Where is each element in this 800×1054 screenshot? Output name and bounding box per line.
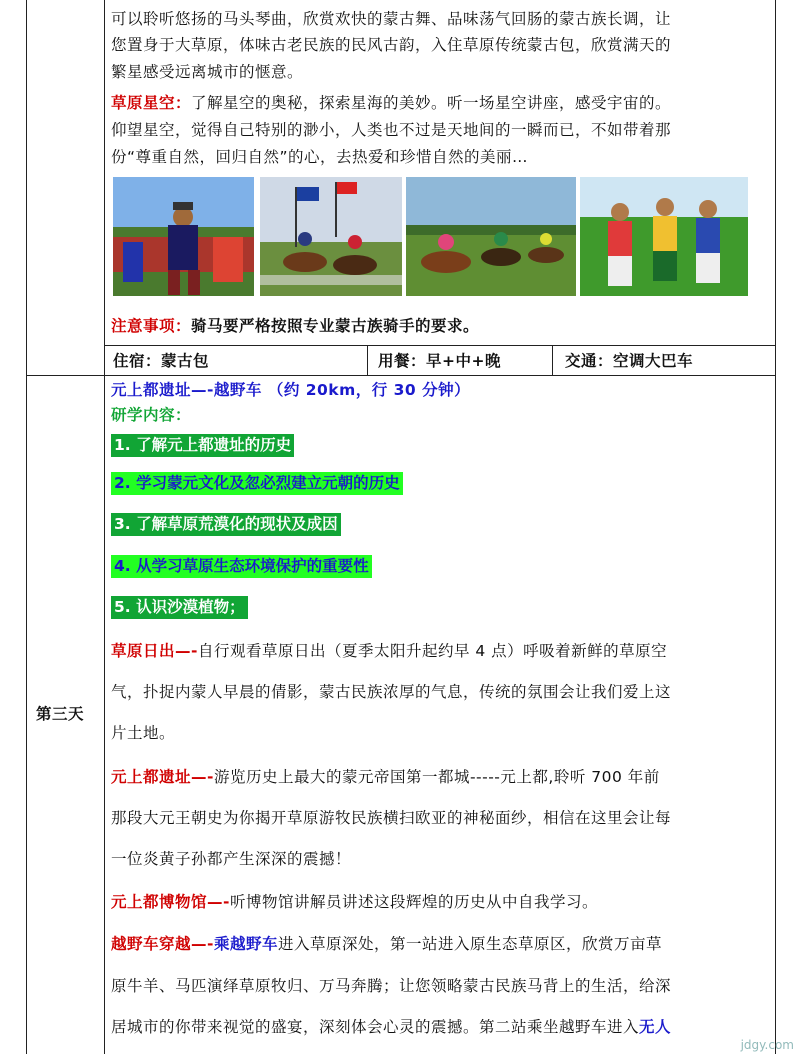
study-item: 3. 了解草原荒漠化的现状及成因 (111, 513, 341, 536)
study-item: 2. 学习蒙元文化及忽必烈建立元朝的历史 (111, 472, 403, 495)
horse-racing-grassland-photo (406, 177, 576, 296)
transport-cell: 交通：空调大巴车 (565, 352, 694, 370)
study-item: 4. 从学习草原生态环境保护的重要性 (111, 555, 372, 578)
table-border-mid (104, 0, 105, 1054)
mongolian-dancer-photo (113, 177, 254, 296)
offroad-title2: 乘越野车 (213, 935, 278, 953)
sunrise-title: 草原日出—- (111, 642, 198, 660)
table-border-right (775, 0, 776, 1054)
day2-para1-line1: 可以聆听悠扬的马头琴曲，欣赏欢快的蒙古舞、品味荡气回肠的蒙古族长调，让 (111, 10, 672, 28)
notice-text: 骑马要严格按照专业蒙古族骑手的要求。 (191, 317, 480, 335)
museum-text: 听博物馆讲解员讲述这段辉煌的历史从中自我学习。 (229, 893, 598, 911)
day2-para1-line3: 繁星感受远离城市的惬意。 (111, 63, 304, 81)
day-label: 第三天 (36, 705, 85, 723)
cell-divider (552, 345, 553, 375)
study-label: 研学内容： (111, 406, 192, 424)
site-line2: 那段大元王朝史为你揭开草原游牧民族横扫欧亚的神秘面纱，相信在这里会让每 (111, 809, 672, 827)
children-wrestling-photo (580, 177, 748, 296)
cell-divider (367, 345, 368, 375)
museum-line (111, 890, 598, 915)
offroad-line2: 原牛羊、马匹演绎草原牧归、万马奔腾；让您领略蒙古民族马背上的生活，给深 (111, 977, 672, 995)
offroad-text: 进入草原深处，第一站进入原生态草原区，欣赏万亩草 (277, 935, 662, 953)
notice-line (111, 314, 479, 339)
site-title: 元上都遗址—- (111, 768, 214, 786)
row-divider (26, 375, 776, 376)
site-text: 游览历史上最大的蒙元帝国第一都城-----元上都,聆听 700 年前 (213, 768, 660, 786)
day2-para1-line2: 您置身于大草原，体味古老民族的民风古韵，入住草原传统蒙古包，欣赏满天的 (111, 36, 672, 54)
starry-text: 了解星空的奥秘，探索星海的美妙。听一场星空讲座，感受宇宙的。 (191, 94, 672, 112)
horse-riders-flags-photo (260, 177, 402, 296)
table-border-left (26, 0, 27, 1054)
meals-cell: 用餐：早+中+晚 (378, 352, 501, 370)
site-watermark: jdgy.com (740, 1038, 794, 1052)
sunrise-text: 自行观看草原日出（夏季太阳升起约早 4 点）呼吸着新鲜的草原空 (197, 642, 668, 660)
study-item: 5. 认识沙漠植物； (111, 596, 248, 619)
starry-line1 (111, 91, 671, 116)
starry-title: 草原星空： (111, 94, 192, 112)
offroad-tail: 无人 (639, 1018, 672, 1036)
offroad-line3 (111, 1015, 671, 1040)
sunrise-line2: 气，扑捉内蒙人早晨的倩影，蒙古民族浓厚的气息，传统的氛围会让我们爱上这 (111, 683, 672, 701)
sunrise-line3: 片土地。 (111, 724, 176, 742)
site-line1 (111, 765, 660, 790)
starry-line2: 仰望星空，觉得自己特别的渺小，人类也不过是天地间的一瞬而已，不如带着那 (111, 121, 672, 139)
museum-title: 元上都博物馆—- (111, 893, 230, 911)
offroad-text3: 居城市的你带来视觉的盛宴，深刻体会心灵的震撼。第二站乘坐越野车进入 (111, 1018, 640, 1036)
starry-line3: 份“尊重自然，回归自然”的心，去热爱和珍惜自然的美丽… (111, 148, 529, 166)
stay-cell: 住宿：蒙古包 (113, 352, 210, 370)
notice-label: 注意事项： (111, 317, 192, 335)
sunrise-line1 (111, 639, 667, 664)
offroad-title: 越野车穿越—- (111, 935, 214, 953)
offroad-line1 (111, 932, 662, 957)
route-title: 元上都遗址—-越野车 （约 20km，行 30 分钟） (111, 381, 471, 399)
site-line3: 一位炎黄子孙都产生深深的震撼！ (111, 850, 352, 868)
row-divider (104, 345, 776, 346)
study-item: 1. 了解元上都遗址的历史 (111, 434, 294, 457)
